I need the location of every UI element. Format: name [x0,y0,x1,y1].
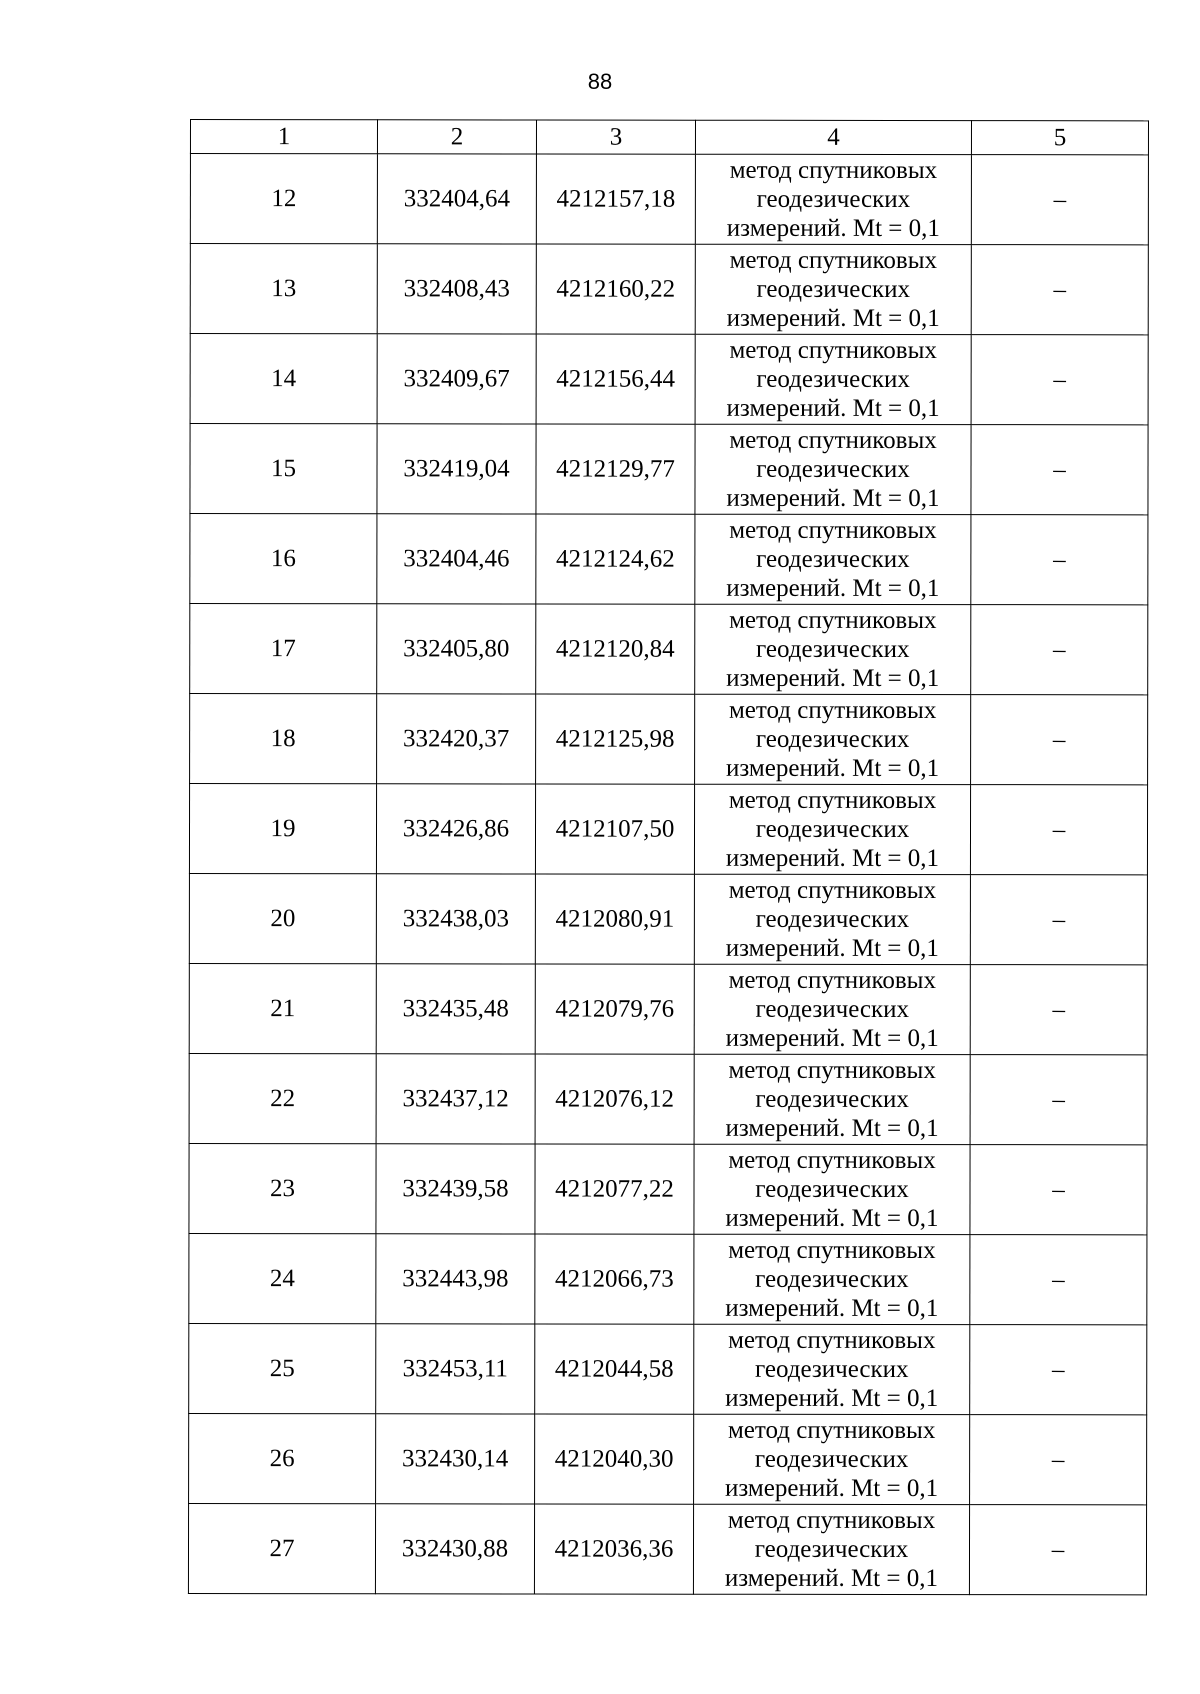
y-coordinate-cell: 4212036,36 [534,1504,693,1594]
header-cell-col-4: 4 [695,120,971,154]
method-cell [694,784,970,874]
method-text [695,1056,970,1143]
method-cell [694,1234,970,1324]
point-number-cell: 26 [189,1413,376,1503]
method-line: измерений. Mt = 0,1 [726,304,940,333]
header-cell-col-1: 1 [190,120,377,154]
method-cell [695,154,971,244]
method-line: геодезических [755,725,910,754]
point-number-cell: 16 [190,514,377,604]
method-text [695,696,970,783]
table-row [190,244,1148,335]
table-row [188,1503,1146,1594]
point-number-cell: 22 [189,1053,376,1143]
x-coordinate-cell: 332430,88 [375,1504,534,1594]
table-row [189,1143,1147,1234]
y-coordinate-cell: 4212076,12 [535,1054,694,1144]
table-header-row [190,120,1148,155]
point-number-cell: 24 [189,1233,376,1323]
method-cell [695,604,971,694]
method-text [695,606,970,693]
point-number-cell: 27 [188,1503,375,1593]
y-coordinate-cell: 4212157,18 [536,154,695,244]
table-body [188,120,1148,1595]
y-coordinate-cell: 4212044,58 [535,1324,694,1414]
note-cell: – [971,605,1148,695]
method-text [695,876,970,963]
x-coordinate-cell: 332404,46 [377,514,536,604]
method-cell [695,514,971,604]
method-text [696,336,971,423]
note-cell: – [970,965,1147,1055]
method-line: метод спутниковых [729,156,938,185]
method-text [694,1326,969,1413]
table-row [189,963,1147,1054]
method-line: измерений. Mt = 0,1 [726,214,940,243]
note-cell: – [970,1325,1147,1415]
method-line: геодезических [755,1175,909,1204]
method-line: измерений. Mt = 0,1 [726,664,940,693]
x-coordinate-cell: 332408,43 [377,244,536,334]
note-cell: – [970,1055,1147,1145]
note-cell: – [971,335,1148,425]
method-cell [694,1054,970,1144]
x-coordinate-cell: 332405,80 [377,604,536,694]
x-coordinate-cell: 332443,98 [376,1234,535,1324]
x-coordinate-cell: 332419,04 [377,424,536,514]
method-line: измерений. Mt = 0,1 [725,844,940,873]
y-coordinate-cell: 4212129,77 [536,424,695,514]
note-cell: – [971,155,1148,245]
y-coordinate-cell: 4212040,30 [535,1414,694,1504]
method-line: геодезических [755,815,910,844]
table-row [190,424,1148,515]
point-number-cell: 12 [190,154,377,244]
method-line: геодезических [754,1445,909,1474]
point-number-cell: 14 [190,334,377,424]
method-line: измерений. Mt = 0,1 [726,754,940,783]
y-coordinate-cell: 4212156,44 [536,334,695,424]
method-line: геодезических [754,1355,909,1384]
method-line: метод спутниковых [728,876,937,905]
method-line: измерений. Mt = 0,1 [725,1384,939,1413]
x-coordinate-cell: 332404,64 [377,154,536,244]
x-coordinate-cell: 332435,48 [376,964,535,1054]
header-cell-col-3: 3 [536,120,695,154]
method-cell [695,244,971,334]
method-line: измерений. Mt = 0,1 [725,1294,939,1323]
method-line: геодезических [756,365,910,394]
method-text [696,156,971,243]
table-row [190,604,1148,695]
method-cell [695,694,971,784]
method-line: метод спутниковых [728,696,937,725]
x-coordinate-cell: 332453,11 [376,1324,535,1414]
point-number-cell: 21 [189,963,376,1053]
y-coordinate-cell: 4212077,22 [535,1144,694,1234]
method-line: измерений. Mt = 0,1 [724,1564,939,1593]
table-row [190,694,1148,785]
method-line: метод спутниковых [728,1236,936,1265]
x-coordinate-cell: 332426,86 [376,784,535,874]
method-line: геодезических [756,455,910,484]
method-line: геодезических [755,995,910,1024]
method-line: измерений. Mt = 0,1 [726,574,940,603]
method-cell [694,874,970,964]
coordinates-table [188,119,1149,1595]
method-line: геодезических [755,905,910,934]
method-text [694,1146,969,1233]
method-line: измерений. Mt = 0,1 [725,1474,939,1503]
method-line: геодезических [755,1085,909,1114]
header-cell-col-5: 5 [971,121,1148,155]
y-coordinate-cell: 4212160,22 [536,244,695,334]
method-line: метод спутниковых [729,426,937,455]
method-text [694,1236,969,1323]
method-line: метод спутниковых [728,1146,936,1175]
table-row [190,334,1148,425]
y-coordinate-cell: 4212107,50 [535,784,694,874]
method-line: метод спутниковых [727,1506,936,1535]
method-cell [694,1144,970,1234]
method-text [695,426,970,513]
note-cell: – [969,1505,1146,1595]
method-line: измерений. Mt = 0,1 [725,934,939,963]
method-line: метод спутниковых [729,336,937,365]
y-coordinate-cell: 4212125,98 [536,694,695,784]
method-cell [693,1504,969,1594]
method-cell [694,964,970,1054]
method-line: метод спутниковых [728,1326,936,1355]
x-coordinate-cell: 332438,03 [376,874,535,964]
method-line: метод спутниковых [729,606,937,635]
method-line: геодезических [756,275,911,304]
method-text [695,786,970,873]
header-cell-col-2: 2 [377,120,536,154]
method-line: геодезических [755,635,910,664]
method-line: геодезических [754,1535,909,1564]
note-cell: – [971,695,1148,785]
table-row [189,1323,1147,1414]
point-number-cell: 18 [190,694,377,784]
page-number: 88 [587,69,613,94]
y-coordinate-cell: 4212066,73 [535,1234,694,1324]
x-coordinate-cell: 332420,37 [377,694,536,784]
note-cell: – [970,1235,1147,1325]
table-row [189,1413,1147,1504]
method-line: метод спутниковых [729,246,938,275]
method-text [696,246,971,333]
method-line: геодезических [755,1265,909,1294]
table-row [190,514,1148,605]
y-coordinate-cell: 4212120,84 [536,604,695,694]
method-cell [695,334,971,424]
point-number-cell: 20 [189,873,376,963]
method-line: геодезических [756,185,911,214]
method-line: метод спутниковых [728,786,937,815]
note-cell: – [971,425,1148,515]
coordinates-table-wrapper [188,119,1148,1595]
method-cell [695,424,971,514]
table-row [189,1233,1147,1324]
method-cell [694,1414,970,1504]
method-line: измерений. Mt = 0,1 [726,484,940,513]
note-cell: – [971,245,1148,335]
table-row [189,873,1147,964]
method-line: измерений. Mt = 0,1 [725,1024,939,1053]
point-number-cell: 25 [189,1323,376,1413]
point-number-cell: 15 [190,424,377,514]
x-coordinate-cell: 332430,14 [376,1414,535,1504]
y-coordinate-cell: 4212124,62 [536,514,695,604]
table-row [189,784,1147,875]
y-coordinate-cell: 4212080,91 [535,874,694,964]
method-text [695,516,970,603]
note-cell: – [971,515,1148,605]
x-coordinate-cell: 332439,58 [376,1144,535,1234]
method-line: метод спутниковых [728,966,937,995]
method-text [694,1416,969,1503]
method-line: метод спутниковых [729,516,937,545]
table-row [190,154,1148,245]
x-coordinate-cell: 332409,67 [377,334,536,424]
method-line: метод спутниковых [728,1056,936,1085]
point-number-cell: 13 [190,244,377,334]
note-cell: – [970,875,1147,965]
point-number-cell: 19 [189,784,376,874]
table-row [189,1053,1147,1144]
method-line: измерений. Mt = 0,1 [726,394,940,423]
note-cell: – [970,1415,1147,1505]
y-coordinate-cell: 4212079,76 [535,964,694,1054]
method-line: геодезических [756,545,910,574]
note-cell: – [970,1145,1147,1235]
method-line: измерений. Mt = 0,1 [725,1204,939,1233]
note-cell: – [970,785,1147,875]
method-line: измерений. Mt = 0,1 [725,1114,939,1143]
point-number-cell: 17 [190,604,377,694]
method-line: метод спутниковых [727,1416,936,1445]
x-coordinate-cell: 332437,12 [376,1054,535,1144]
method-text [695,966,970,1053]
method-text [694,1506,969,1593]
method-cell [694,1324,970,1414]
point-number-cell: 23 [189,1143,376,1233]
